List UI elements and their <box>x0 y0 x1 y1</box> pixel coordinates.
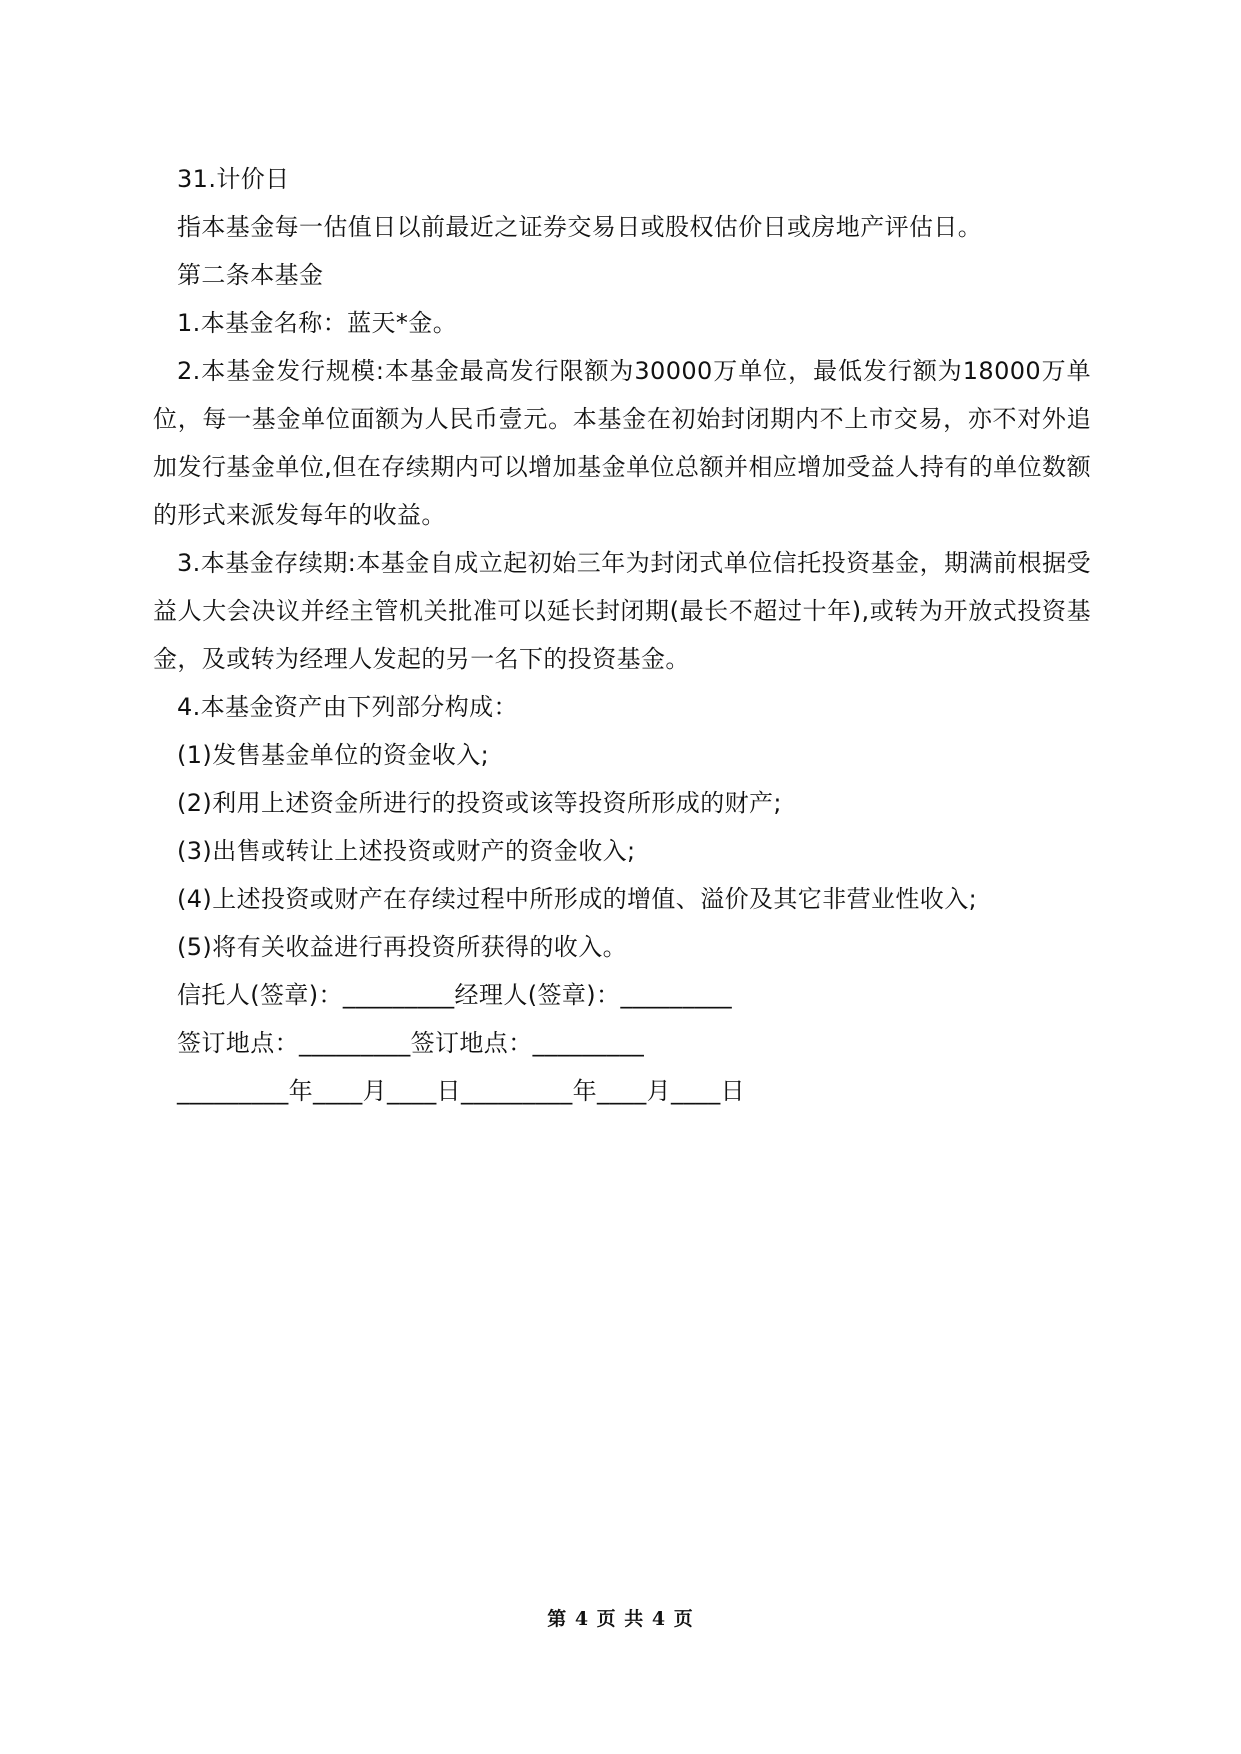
signature-line: 信托人(签章)：_________经理人(签章)：_________ <box>177 981 733 1009</box>
item-31-title: 31.计价日 <box>177 165 290 193</box>
sub-item-1: (1)发售基金单位的资金收入; <box>177 741 490 769</box>
sub-item-5: (5)将有关收益进行再投资所获得的收入。 <box>177 933 627 961</box>
page-number-footer: 第 4 页 共 4 页 <box>547 1608 694 1630</box>
date-line: _________年____月____日_________年____月____日 <box>177 1077 745 1105</box>
item-31-body: 指本基金每一估值日以前最近之证券交易日或股权估价日或房地产评估日。 <box>177 213 983 241</box>
item-1-fund-name: 1.本基金名称：蓝天*金。 <box>177 309 458 337</box>
article-2-heading: 第二条本基金 <box>177 261 324 289</box>
item-2-issue-scale: 2.本基金发行规模:本基金最高发行限额为30000万单位，最低发行额为18000万单位，每一基金单位面额为人民币壹元。本基金在初始封闭期内不上市交易，亦不对外追加发行基金单位,但在存续期内可以增加基金单位总额并相应增加受益人持有的单位数额的形式来派发每年的收益。 <box>153 357 1091 529</box>
item-4-assets-heading: 4.本基金资产由下列部分构成： <box>177 693 518 721</box>
sub-item-2: (2)利用上述资金所进行的投资或该等投资所形成的财产; <box>177 789 782 817</box>
document-body <box>153 155 1091 1115</box>
item-3-duration: 3.本基金存续期:本基金自成立起初始三年为封闭式单位信托投资基金，期满前根据受益人大会决议并经主管机关批准可以延长封闭期(最长不超过十年),或转为开放式投资基金，及或转为经理人发起的另一名下的投资基金。 <box>153 549 1091 673</box>
sub-item-3: (3)出售或转让上述投资或财产的资金收入; <box>177 837 636 865</box>
signing-place-line: 签订地点：_________签订地点：_________ <box>177 1029 645 1057</box>
sub-item-4: (4)上述投资或财产在存续过程中所形成的增值、溢价及其它非营业性收入; <box>177 885 978 913</box>
